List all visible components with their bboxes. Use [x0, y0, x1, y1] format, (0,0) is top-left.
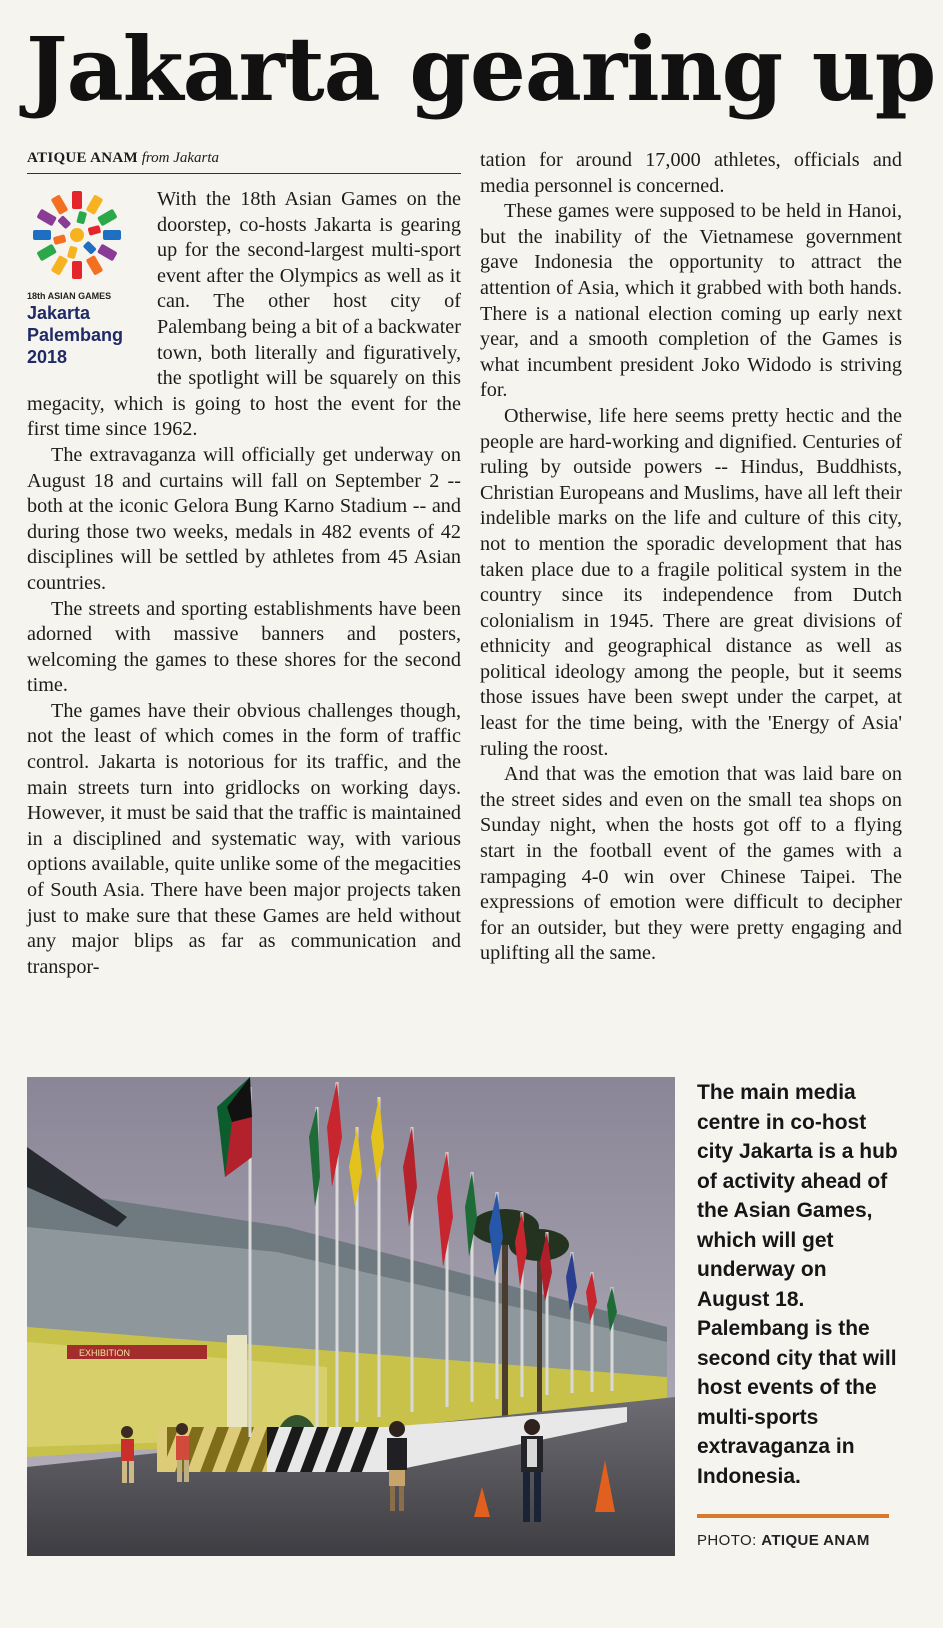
paragraph: The games have their obvious challenges though, not the least of which comes in the form of traffic control. Jakarta is notorious for its traffic, and the main streets turn into gridlocks on working days. However, it must be said that the traffic is maintained in a disciplined and systematic way, with various options available, quite unlike some of the megacities of South Asia. There have been major projects taken just to make sure that these Games are held without any major blips as far as communication and transpor- [27, 699, 461, 978]
exhibition-sign: EXHIBITION [79, 1348, 131, 1358]
logo-year: 2018 [27, 347, 68, 367]
paragraph: And that was the emotion that was laid bare on the street sides and even on the small tea shops on Sunday night, when the hosts got off to a flying start in the football event of the games with a rampaging 4-0 win over Chinese Taipei. The expressions of emotion were difficult to decipher for an outsider, but they were pretty engaging and uplifting all the same. [480, 763, 902, 965]
headline: Jakarta gearing up [26, 17, 936, 121]
asian-games-emblem-icon [31, 189, 123, 281]
logo-city-1: Jakarta [27, 303, 91, 323]
paragraph: With the 18th Asian Games on the doorstep, co-hosts Jakarta is gearing up for the second-largest multi-sport event after the Olympics as well as it can. The other host city of Palembang being a bit of a backwater town, both literally and figuratively, the spotlight will be squarely on this megacity, which is going to host the event for the first time since 1962. [27, 188, 461, 441]
article-column-1 [27, 187, 461, 980]
photo-credit-label: PHOTO: [697, 1532, 757, 1549]
logo-city-2: Palembang [27, 325, 124, 345]
paragraph: These games were supposed to be held in Hanoi, but the inability of the Vietnamese government gave Indonesia the opportunity to attract the attention of Asia, which it grabbed with both hands. There is a national election coming up early next year, and a smooth completion of the Games is what incumbent president Joko Widodo is striving for. [480, 200, 902, 402]
byline-location: from Jakarta [141, 150, 220, 166]
media-centre-scene [27, 1077, 675, 1556]
media-centre-photo [27, 1077, 675, 1556]
photo-credit [697, 1532, 902, 1549]
paragraph: The extravaganza will officially get underway on August 18 and curtains will fall on September 2 -- both at the iconic Gelora Bung Karno Stadium -- and during those two weeks, medals in 482 events of 42 disciplines will be settled by athletes from 45 Asian countries. [27, 443, 461, 594]
photo-credit-name: ATIQUE ANAM [761, 1532, 870, 1549]
paragraph: Otherwise, life here seems pretty hectic and the people are hard-working and dignified. Centuries of ruling by outside powers -- Hindus, Buddhists, Christian Europeans and Muslims, have all left their indelible marks on the life and culture of this city, not to mention the sporadic development that has taken place due to a fragile political system in the country since its independence from Dutch colonialism in 1945. There are great divisions of ethnicity and geographical distance as well as political ideology among the people, but it seems those issues have been swept under the carpet, at least for the time being, with the 'Energy of Asia' ruling the roost. [480, 404, 902, 760]
paragraph: tation for around 17,000 athletes, officials and media personnel is concerned. [480, 149, 902, 197]
byline-author: ATIQUE ANAM [27, 150, 138, 166]
article-column-2 [480, 148, 902, 967]
byline [27, 150, 461, 174]
paragraph: The streets and sporting establishments have been adorned with massive banners and posters, welcoming the games to these shores for the second time. [27, 597, 461, 697]
caption-divider [697, 1514, 889, 1518]
photo-caption: The main media centre in co-host city Jakarta is a hub of activity ahead of the Asian Games, which will get underway on August 18. Palembang is the second city that will host events of the multi-sports extravaganza in Indonesia. [697, 1081, 898, 1488]
logo-event-label: 18th ASIAN GAMES [27, 291, 112, 301]
asian-games-logo [27, 189, 149, 375]
